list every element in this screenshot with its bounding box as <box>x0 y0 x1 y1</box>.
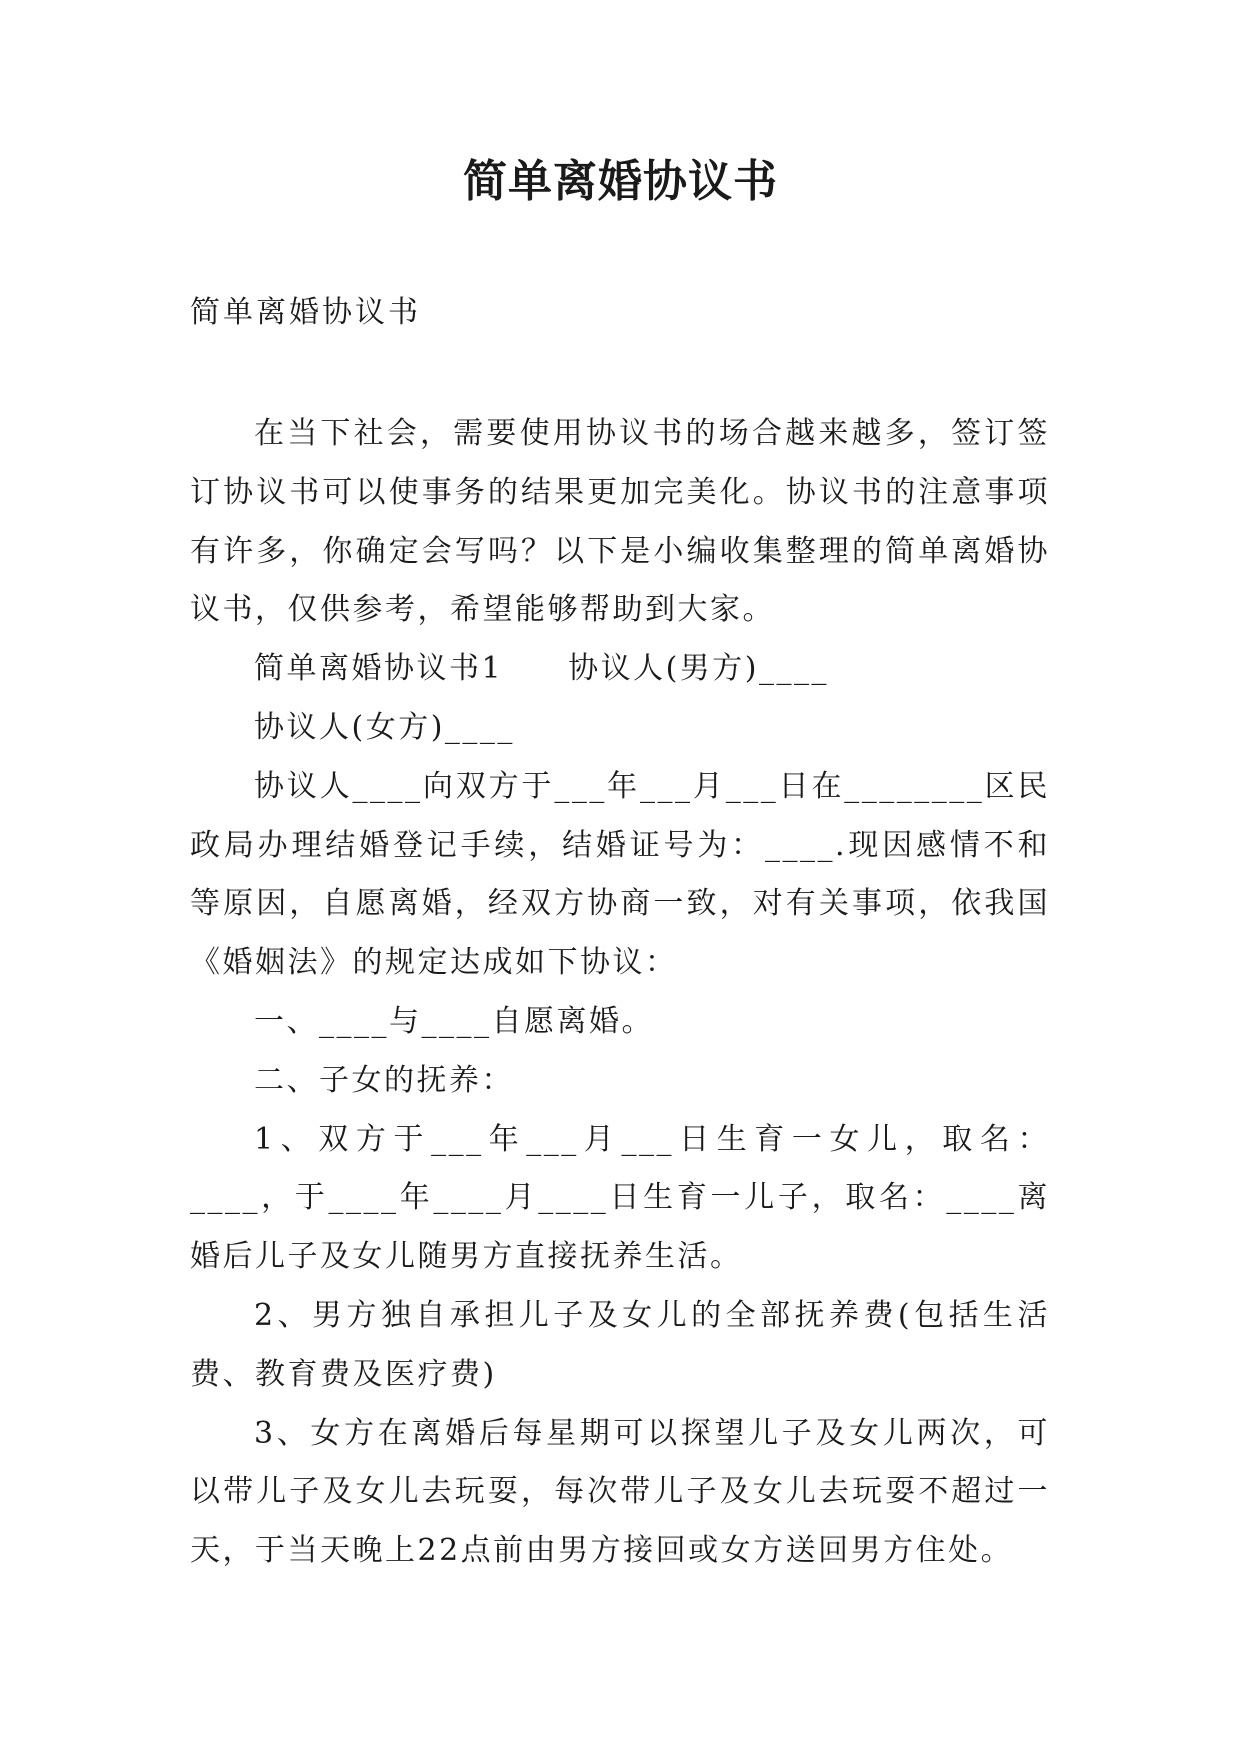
document-subtitle: 简单离婚协议书 <box>190 295 421 330</box>
clause-children-3: 3、女方在离婚后每星期可以探望儿子及女儿两次，可以带儿子及女儿去玩耍，每次带儿子及女儿去玩耍不超过一天，于当天晚上22点前由男方接回或女方送回男方住处。 <box>190 1415 1050 1569</box>
clause-children-1: 1、双方于___年___月___日生育一女儿，取名：____，于____年____月____日生育一儿子，取名：____离婚后儿子及女儿随男方直接抚养生活。 <box>190 1121 1050 1275</box>
document-body <box>190 405 1050 1581</box>
marriage-registration-paragraph: 协议人____向双方于___年___月___日在________区民政局办理结婚登记手续，结婚证号为：____.现因感情不和等原因，自愿离婚，经双方协商一致，对有关事项，依我国《婚姻法》的规定达成如下协议： <box>190 768 1050 981</box>
agreement-heading-line: 简单离婚协议书1 协议人(男方)____ <box>254 651 829 687</box>
clause-children-heading: 二、子女的抚养： <box>254 1062 514 1098</box>
document-title: 简单离婚协议书 <box>463 156 778 207</box>
clause-children-2: 2、男方独自承担儿子及女儿的全部抚养费(包括生活费、教育费及医疗费) <box>190 1297 1050 1392</box>
clause-divorce: 一、____与____自愿离婚。 <box>254 1003 654 1039</box>
intro-paragraph: 在当下社会，需要使用协议书的场合越来越多，签订签订协议书可以使事务的结果更加完美化。协议书的注意事项有许多，你确定会写吗？以下是小编收集整理的简单离婚协议书，仅供参考，希望能够帮助到大家。 <box>190 416 1050 628</box>
party-female-line: 协议人(女方)____ <box>254 709 515 745</box>
